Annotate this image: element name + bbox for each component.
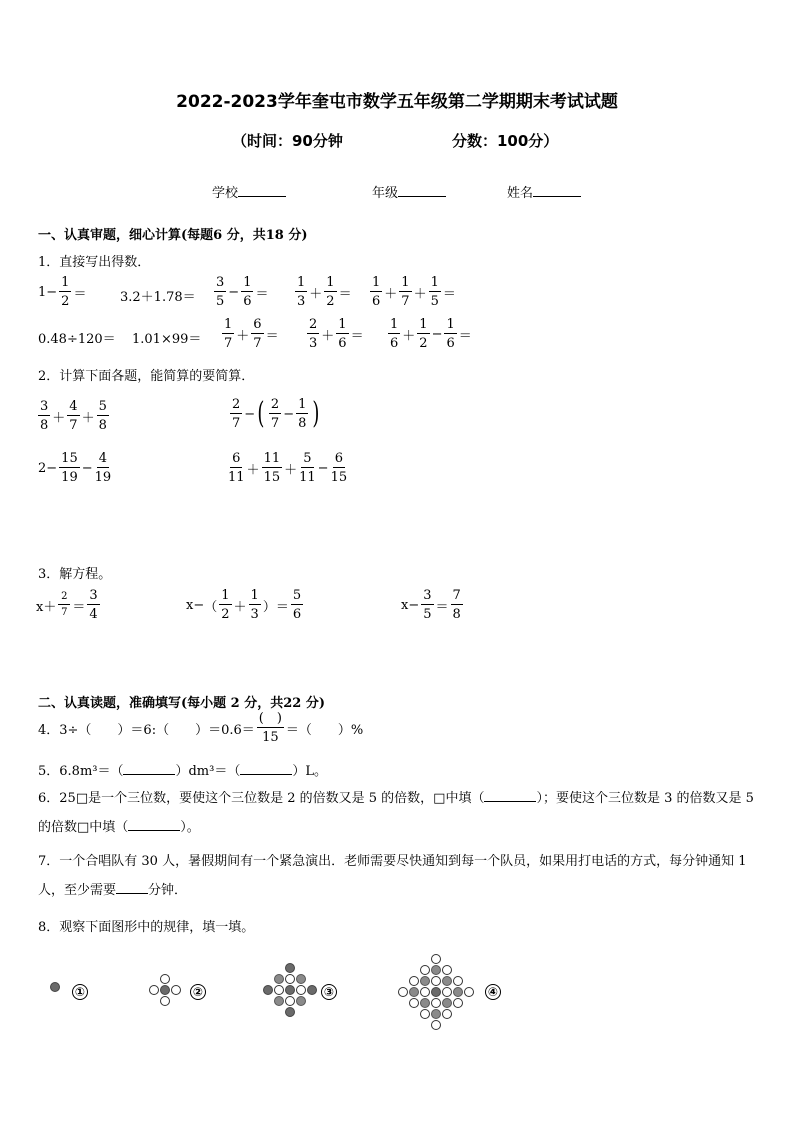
pattern-dot (285, 963, 295, 973)
section2-title: 二、认真读题，准确填写(每小题 2 分，共22 分) (38, 696, 326, 711)
page-title: 2022-2023学年奎屯市数学五年级第二学期期末考试试题 (176, 92, 618, 112)
figure-label-2: ② (190, 984, 206, 1000)
q1-expr-e: $\frac{1}{6}$ ＋ $\frac{1}{7}$ ＋ $\frac{1}{5}$ ＝ (372, 275, 456, 309)
question-2: 2．计算下面各题，能简算的要简算． (38, 369, 255, 384)
grade-label: 年级 (372, 186, 399, 201)
pattern-dot (442, 1009, 452, 1019)
pattern-dot (442, 987, 452, 997)
q1-expr-c: $\frac{3}{5}$ − $\frac{1}{6}$ ＝ (216, 275, 269, 309)
pattern-dot (307, 985, 317, 995)
pattern-dot (285, 974, 295, 984)
pattern-dot (442, 976, 452, 986)
pattern-dot (171, 985, 181, 995)
pattern-dot (420, 965, 430, 975)
pattern-dot (296, 985, 306, 995)
figure-label-3: ③ (321, 984, 337, 1000)
fraction: $\frac{1}{2}$ (61, 275, 70, 309)
figure-label-4: ④ (485, 984, 501, 1000)
pattern-dot (420, 976, 430, 986)
pattern-dot (409, 987, 419, 997)
school-label: 学校 (212, 186, 239, 201)
pattern-dot (50, 982, 60, 992)
pattern-dot (274, 985, 284, 995)
pattern-dot (431, 976, 441, 986)
pattern-dot (409, 976, 419, 986)
question-5: 5．6.8m³＝（ ）dm³＝（ ）L。 (38, 764, 327, 779)
pattern-dot (453, 998, 463, 1008)
q3-eq-c: x− $\frac{3}{5}$ ＝ $\frac{7}{8}$ (401, 588, 461, 622)
pattern-dot (285, 996, 295, 1006)
pattern-dot (149, 985, 159, 995)
name-label: 姓名 (507, 186, 534, 201)
q4-fraction: $\frac{( )}{15}$ (258, 711, 282, 745)
pattern-dot (464, 987, 474, 997)
q2-expr-c: 2− $\frac{15}{19}$ − $\frac{4}{19}$ (38, 451, 112, 485)
pattern-dot (274, 974, 284, 984)
q1-expr-b: 3.2＋1.78＝ (120, 290, 196, 305)
pattern-dot (160, 985, 170, 995)
pattern-dot (453, 976, 463, 986)
q1-expr-g: 1.01×99＝ (132, 332, 202, 347)
question-7: 7．一个合唱队有 30 人，暑假期间有一个紧急演出．老师需要尽快通知到每一个队员，如果用打电话的方式，每分钟通知 1 人，至少需要 分钟． (38, 854, 747, 898)
exam-score: 分数：100分） (452, 132, 559, 150)
q1-expr-f: 0.48÷120＝ (38, 332, 116, 347)
question-4: 4．3÷（ ）＝6:（ ）＝0.6＝ $\frac{( )}{15}$ ＝（ ）% (38, 711, 364, 745)
q1-expr-h: $\frac{1}{7}$ ＋ $\frac{6}{7}$ ＝ (224, 317, 279, 351)
pattern-dot (263, 985, 273, 995)
q2-expr-b: $\frac{2}{7}$ − ( $\frac{2}{7}$ − $\frac{1}{8}$ ) (232, 396, 320, 431)
pattern-dot (431, 1009, 441, 1019)
pattern-dot (296, 996, 306, 1006)
question-8: 8．观察下面图形中的规律，填一填。 (38, 920, 255, 935)
q2-expr-d: $\frac{6}{11}$ ＋ $\frac{11}{15}$ ＋ $\frac{5}{11}$ − $\frac{6}{15}$ (228, 451, 348, 485)
figure-label-1: ① (72, 984, 88, 1000)
question-1: 1．直接写出得数． (38, 255, 151, 270)
pattern-dot (442, 998, 452, 1008)
q2-expr-a: $\frac{3}{8}$ ＋ $\frac{4}{7}$ ＋ $\frac{5}{8}$ (40, 399, 107, 433)
question-3: 3．解方程。 (38, 567, 112, 582)
pattern-dot (431, 1020, 441, 1030)
q3-eq-b: x− （ $\frac{1}{2}$ ＋ $\frac{1}{3}$ ） ＝ $\frac{5}{6}$ (186, 588, 302, 622)
section1-title: 一、认真审题，细心计算(每题6 分，共18 分) (38, 228, 308, 243)
pattern-dot (398, 987, 408, 997)
pattern-dot (160, 996, 170, 1006)
q3-eq-a: x＋ $\frac{2}{7}$ ＝ $\frac{3}{4}$ (36, 588, 98, 622)
q1-expr-d: $\frac{1}{3}$ ＋ $\frac{1}{2}$ ＝ (297, 275, 352, 309)
pattern-dot (409, 998, 419, 1008)
pattern-dot (453, 987, 463, 997)
pattern-dot (274, 996, 284, 1006)
pattern-dot (431, 998, 441, 1008)
pattern-dot (285, 985, 295, 995)
pattern-dot (431, 954, 441, 964)
question-6: 6．25□是一个三位数，要使这个三位数是 2 的倍数又是 5 的倍数，□中填（ ）；要使这个三位数是 3 的倍数又是 5 的倍数□中填（ ）。 (38, 791, 754, 835)
pattern-dot (431, 987, 441, 997)
pattern-dot (420, 998, 430, 1008)
pattern-dot (296, 974, 306, 984)
q1-expr-a: 1− $\frac{1}{2}$ ＝ (38, 275, 87, 309)
pattern-dot (431, 965, 441, 975)
pattern-dot (420, 1009, 430, 1019)
pattern-dot (160, 974, 170, 984)
pattern-dot (420, 987, 430, 997)
q1-expr-j: $\frac{1}{6}$ ＋ $\frac{1}{2}$ − $\frac{1}{6}$ ＝ (390, 317, 472, 351)
pattern-dot (442, 965, 452, 975)
exam-time: （时间：90分钟 (232, 132, 343, 150)
q1-expr-i: $\frac{2}{3}$ ＋ $\frac{1}{6}$ ＝ (309, 317, 364, 351)
pattern-dot (285, 1007, 295, 1017)
